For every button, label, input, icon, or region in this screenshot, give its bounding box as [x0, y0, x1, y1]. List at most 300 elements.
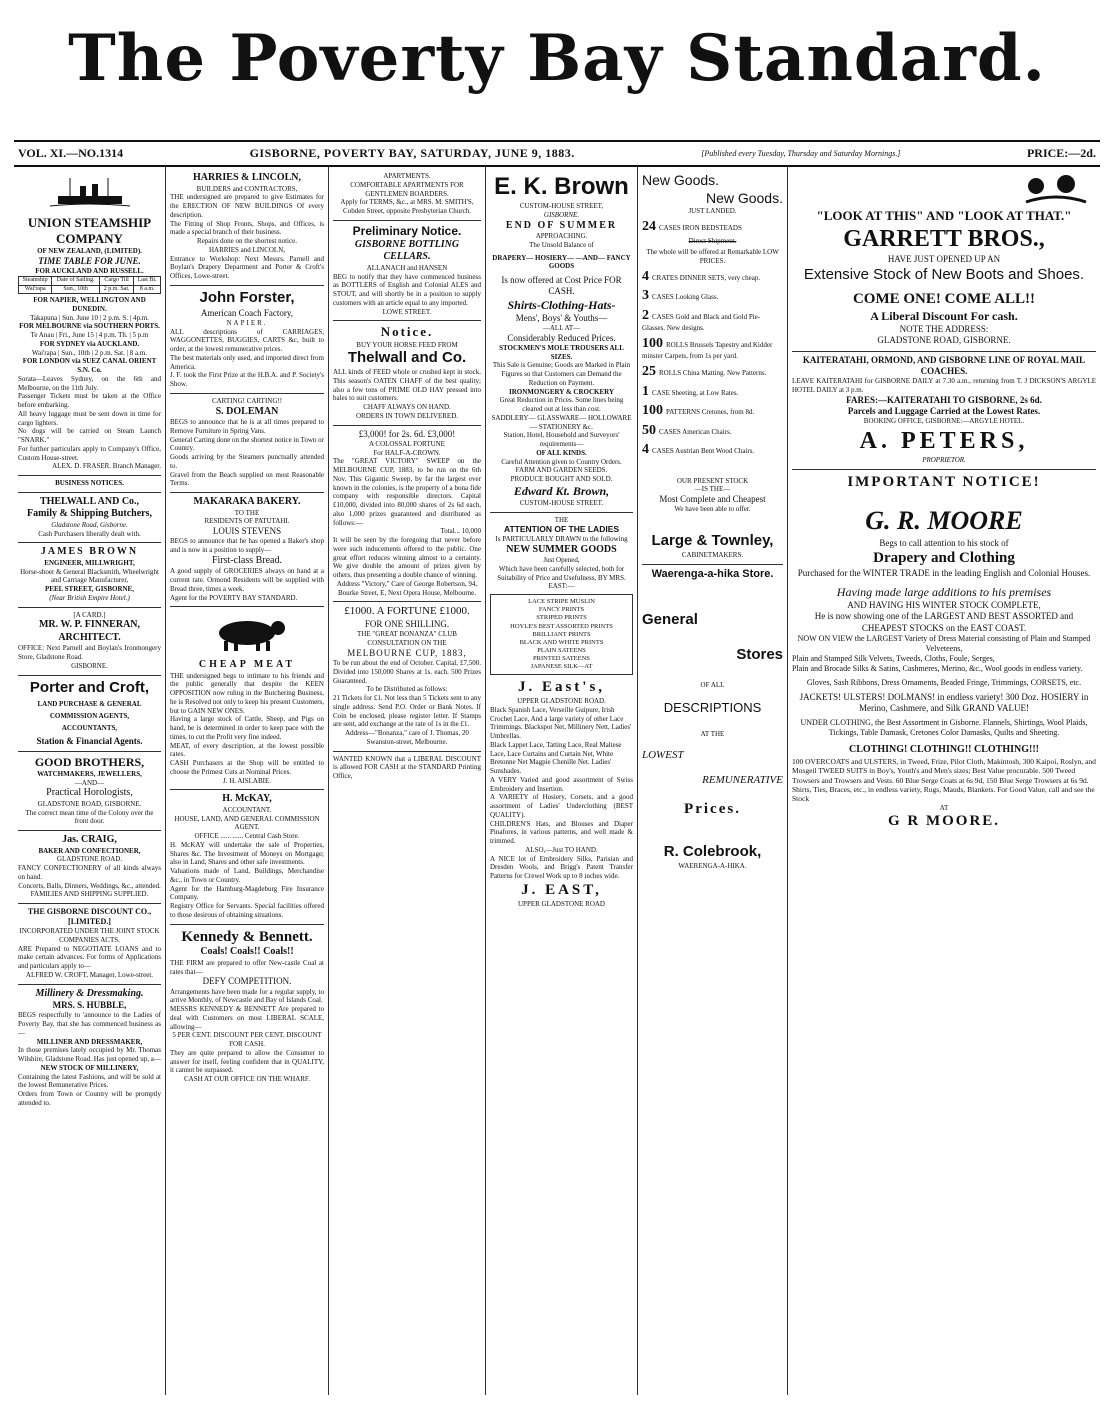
table-cell: Steamship	[19, 277, 52, 286]
ad-sub: ACCOUNTANT.	[222, 805, 272, 814]
ad-text: 5 PER CENT. DISCOUNT PER CENT. DISCOUNT FOR CASH.	[172, 1031, 322, 1048]
ad-text: CASH Purchasers at the Shop will be entitled to choose the Primest Cuts at Nominal Prices.	[170, 759, 324, 776]
ad-label: [A CARD.]	[73, 610, 106, 619]
item-text: CRATES DINNER SETS, very cheap.	[652, 273, 761, 282]
ad-text: NOW ON VIEW the LARGEST Variety of Dress Material consisting of Plain and Stamped Velveteens,	[797, 633, 1091, 653]
ad-sub: Stores	[736, 646, 783, 663]
j-east-ad	[490, 513, 633, 913]
ad-text: HARRIES and LINCOLN,	[208, 245, 286, 254]
ad-text: —IS THE—	[694, 485, 731, 494]
column-4	[486, 167, 638, 1395]
list-item	[642, 441, 783, 459]
ad-text: Shirts-Clothing-Hats-	[507, 297, 616, 312]
ad-title: APARTMENTS.	[383, 172, 431, 180]
ad-text: MELBOURNE CUP, 1883,	[347, 647, 467, 658]
ad-text: APPROACHING.	[535, 232, 588, 240]
ad-text: SADDLERY— GLASSWARE— HOLLOWARE— STATIONERY &c.	[491, 413, 632, 431]
ad-text: —AND—	[74, 778, 105, 787]
column-2	[166, 167, 329, 1395]
ad-text: THE FIRM are prepared to offer New-castle Coal at rates that—	[170, 958, 324, 976]
item-text: CASES American Chairs.	[659, 427, 732, 436]
ad-text: GISBORNE.	[71, 661, 108, 670]
item-number: 50	[642, 422, 656, 438]
table-cell: Wai'rapa	[19, 285, 52, 294]
ad-title: HARRIES & LINCOLN,	[192, 172, 302, 183]
ad-text: AT THE	[700, 729, 725, 738]
ad-text: THE "GREAT BONANZA" CLUB CONSULTATION ON THE	[357, 630, 457, 647]
list-item	[642, 287, 783, 305]
melbourne-row: Te Anau | Fri., June 15 | 4 p.m. Th. | 5 p.m	[30, 331, 149, 339]
ad-text: BUY YOUR HORSE FEED FROM	[356, 340, 458, 349]
column-1	[14, 167, 166, 1395]
passenger-text: Passenger Tickets must be taken at the Office before embarking.	[18, 392, 161, 409]
ad-sub: Coals! Coals!! Coals!!	[200, 946, 294, 958]
ad-text: The best materials only used, and imported direct from America.	[170, 353, 324, 371]
ad-text: AND HAVING HIS WINTER STOCK COMPLETE,	[847, 600, 1041, 610]
ad-address: UPPER GLADSTONE ROAD	[518, 899, 605, 908]
cow-icon	[202, 613, 292, 653]
ad-sub: MRS. S. HUBBLE,	[52, 1000, 127, 1010]
ad-text: In those premises lately occupied by Mr. Thomas Wilshire, Gladstone Road. Has just opened up, a—	[18, 1046, 161, 1063]
item-number: 100	[642, 335, 663, 351]
ad-text: Considerably Reduced Prices.	[507, 332, 616, 343]
ad-text: Valuations made of Land, Buildings, Merchandise &c., in Town or Country.	[170, 867, 324, 884]
apartments-ad	[333, 169, 481, 221]
sydney-row: Wai'rapa | Sun., 10th | 2 p.m. Sat. | 8 a.m.	[31, 348, 148, 357]
ad-title: E. K. Brown	[494, 173, 629, 200]
ad-text: WANTED KNOWN that a LIBERAL DISCOUNT is allowed FOR CASH at the STANDARD Printing Office,	[333, 754, 481, 780]
ad-text: COMFORTABLE APARTMENTS FOR GENTLEMEN BOARDERS.	[350, 180, 464, 198]
ad-text: —ALL AT—	[542, 323, 581, 332]
ad-text: Entrance to Workshop: Next Messrs. Parnell and Boylan's Drapery Department and Porter & Croft's Offices, Lowe-street.	[170, 254, 324, 280]
dogs-text: No dogs will be carried on Steam Launch "SNARK."	[18, 427, 161, 444]
ad-text: NOTE THE ADDRESS:	[899, 324, 989, 334]
harries-lincoln-ad	[170, 169, 324, 286]
ad-text: General Carting done on the shortest notice in Town or Country.	[170, 435, 324, 453]
ad-title: Waerenga-a-hika Store.	[651, 567, 774, 580]
ad-title: GOOD BROTHERS,	[34, 754, 145, 769]
ad-text: Parcels and Luggage Carried at the Lowest Rates.	[847, 405, 1041, 416]
list-item	[642, 402, 783, 420]
timetable-table	[18, 276, 161, 294]
ad-sub: BUILDERS and CONTRACTORS,	[196, 184, 298, 193]
ad-text: DEFY COMPETITION.	[202, 976, 292, 987]
table-cell: 8 a.m.	[134, 285, 161, 294]
item-number: 25	[642, 364, 656, 379]
ad-text: ALL kinds of FEED whole or crushed kept in stock. This season's OATEN CHAFF of the best quality; also a few tons of PRIME OLD HAY pressed into bales to suit customers.	[333, 368, 481, 403]
ad-text: MEAT, of every description, at the lowest possible rates.	[170, 741, 324, 759]
business-notices	[18, 476, 161, 493]
ad-text: OFFICE: Next Parnell and Boylan's Ironmongery Store, Gladstone Road.	[18, 644, 161, 661]
ad-text: Station & Financial Agents.	[36, 735, 143, 746]
ad-title: KAITERATAHI, ORMOND, AND GISBORNE LINE OF ROYAL MAIL COACHES.	[802, 354, 1086, 376]
ad-text: The "GREAT VICTORY" SWEEP on the MELBOURNE CUP, 1883, to be run on the 6th Nov. This Gigantic Sweep, by far the largest ever known in the colonies, is the property of a bona fide company with responsible directors. Capital £10,000, divided into 80,000 shares of 2s 6d each, also 1,000 prizes guaranteed and distributed as follows:—	[333, 457, 481, 527]
kennedy-bennett-ad	[170, 925, 324, 1088]
ad-text: ALFRED W. CROFT, Manager, Lowe-street.	[25, 970, 154, 979]
ad-text: Address—"Bonanza," care of J. Thomas, 20 Swanston-street, Melbourne.	[345, 729, 469, 746]
ad-text: Concerts, Balls, Dinners, Weddings, &c., attended.	[18, 881, 161, 890]
list-item	[642, 363, 783, 381]
ad-text: COME ONE! COME ALL!!	[852, 291, 1036, 308]
ad-sub: A. PETERS,	[859, 427, 1029, 454]
columns	[14, 167, 1100, 1395]
ad-text: BEGS to announce that he has opened a Baker's shop and is now in a position to supply—	[170, 537, 324, 554]
ad-text: He is now showing one of the LARGEST AND BEST ASSORTED and CHEAPEST STOCKS on the EAST COAST.	[814, 611, 1074, 633]
item-number: 4	[642, 268, 649, 284]
ad-text: For HALF-A-CROWN.	[373, 448, 441, 457]
ad-text: BEG to notify that they have commenced business as BOTTLERS of English and Colonial ALES and STOUT, and will shortly be in a position to supply customers with an article equal to any imported.	[333, 272, 481, 307]
ad-text: WATCHMAKERS, JEWELLERS,	[37, 769, 142, 778]
ad-text: A VERY Varied and good assortment of Swiss Embroidery and Insertion.	[490, 775, 633, 793]
list-item: PRINTED SATEENS	[533, 655, 590, 662]
ad-text: Gravel from the Beach supplied on most Reasonable Terms.	[170, 470, 324, 488]
ad-text: ALL descriptions of CARRIAGES, WAGGONETTES, BUGGIES, CARTS &c, built to order, at the lowest remunerative prices.	[170, 327, 324, 353]
item-text: Direct Shipment.	[688, 237, 737, 246]
ad-text: Registry Office for Servants. Special facilities offered to those desirous of obtaining situations.	[170, 902, 324, 919]
ad-text: NAPIER.	[226, 318, 268, 327]
bonanza-ad	[333, 602, 481, 751]
ad-text: CLOTHING! CLOTHING!! CLOTHING!!!	[848, 744, 1039, 756]
list-item: STRIPED PRINTS	[536, 614, 587, 622]
ad-text: BOOKING OFFICE, GISBORNE:—ARGYLE HOTEL.	[863, 417, 1025, 425]
ad-text: 100 OVERCOATS and ULSTERS, in Tweed, Frize, Pilot Cloth, Makintosh, 300 Kaipoi, Roslyn, and Mosgeil TWEED SUITS in Boy's, Youth's and Men's sizes; Best Value procurable. 500 Tweed Trowsers and Trowsers and Vests. 60 Blue Serge Coats at 6s 9d, 150 Blue Serge Trowsers at 6s 9d. Shirts, Ties, Braces, etc., in endless variety, Rugs, Mauds, Blankets. For Good Value, call and see the Stock	[792, 756, 1096, 804]
ad-sub: Family & Shipping Butchers,	[26, 508, 153, 520]
porter-croft-ad	[18, 676, 161, 752]
ad-text: CHAFF ALWAYS ON HAND.	[363, 403, 451, 411]
victory-sweep-ad	[333, 426, 481, 603]
ad-text: Extensive Stock of New Boots and Shoes.	[803, 265, 1085, 283]
ad-text: J. H. AISLABIE.	[222, 776, 272, 785]
union-steamship-ad	[18, 169, 161, 476]
ad-text: CASH AT OUR OFFICE ON THE WHARF.	[183, 1075, 311, 1083]
item-text: PATTERNS Cretones, from 8d.	[666, 408, 755, 416]
ad-title: CARTING! CARTING!!	[211, 396, 283, 405]
hubble-ad	[18, 985, 161, 1112]
list-item: JAPANESE SILK—AT	[530, 663, 593, 671]
ad-text: Cobden Street, opposite Presbyterian Church.	[343, 207, 471, 215]
list-item	[642, 307, 783, 333]
list-item	[642, 383, 783, 401]
ad-address: Gladstone Road, Gisborne.	[51, 520, 128, 529]
union-sub: OF NEW ZEALAND, (LIMITED).	[37, 247, 142, 256]
ad-sub: Large & Townley,	[651, 532, 774, 549]
ad-text: AT	[939, 803, 949, 812]
ad-sub: G. R. MOORE	[865, 506, 1023, 536]
london-text: Sorata—Leaves Sydney, on the 6th and Melbourne, on the 11th July.	[18, 374, 161, 392]
list-item	[642, 268, 783, 286]
item-text: CASES Austrian Bent Wood Chairs.	[652, 447, 755, 455]
ad-sub: END OF SUMMER	[505, 219, 618, 231]
ad-text: UNDER CLOTHING, the Best Assortment in Gisborne. Flannels, Shirtings, Wool Plaids, Tickings, Table Damask, Cretones Color Damasks, Quilts and Sheeting.	[800, 718, 1088, 738]
finneran-ad	[18, 608, 161, 676]
ad-address: GLADSTONE ROAD, GISBORNE.	[877, 335, 1011, 346]
ad-sub: J. EAST,	[521, 881, 602, 898]
item-text: ROLLS China Matting. New Patterns.	[659, 369, 767, 377]
ad-text: Gloves, Sash Ribbons, Dress Ornaments, Beaded Fringe, Trimmings, CORSETS, etc.	[806, 677, 1082, 687]
ad-text: CHILDREN'S Hats, and Blouses and Diaper Pinafores, in various patterns, and well made & trimmed.	[490, 819, 633, 845]
ad-title: Notice.	[380, 324, 434, 340]
ad-text: HOUSE, LAND, AND GENERAL COMMISSION AGENT.	[174, 814, 320, 832]
ad-text: Cash Purchasers liberally dealt with.	[38, 529, 141, 538]
luggage-text: All heavy luggage must be sent down in time for cargo lighters.	[18, 409, 161, 427]
ad-text: The correct mean time of the Colony over the front door.	[25, 808, 154, 826]
agent-name: ALEX. D. FRASER. Branch Manager.	[52, 462, 161, 471]
ad-text: Orders from Town or Country will be promptly attended to.	[18, 1090, 161, 1107]
item-number: 100	[642, 403, 663, 418]
ad-text: J. F. took the First Prize at the H.B.A. and P. Society's Show.	[170, 371, 324, 388]
cheap-meat-ad	[170, 607, 324, 790]
doleman-ad	[170, 394, 324, 493]
ad-text: ALSO,—Just TO HAND.	[525, 845, 598, 854]
ad-text: Mens', Boys' & Youths—	[515, 312, 608, 323]
ad-title: THELWALL AND Co.,	[39, 495, 140, 507]
ad-sub: NEW SUMMER GOODS	[506, 543, 617, 555]
ad-text: THE undersigned begs to intimate to his friends and the public generally that despite the KEEN OPPOSITION now ruling in the Butchering Business, he is Resolved not only to keep his present Customers, but to GAIN NEW ONES.	[170, 671, 324, 715]
for-napier: FOR NAPIER, WELLINGTON AND DUNEDIN.	[33, 296, 146, 313]
dateline	[14, 140, 1100, 167]
section-heading: BUSINESS NOTICES.	[55, 479, 124, 487]
ad-text: THE undersigned are prepared to give Estimates for the ERECTION OF NEW BUILDINGS Of every description.	[170, 193, 324, 219]
ad-text: Agent for the POVERTY BAY STANDARD.	[170, 593, 298, 602]
ad-text: OF ALL KINDS.	[536, 448, 587, 457]
ad-text: OUR PRESENT STOCK	[676, 476, 749, 485]
ad-text: JACKETS! ULSTERS! DOLMANS! in endless variety! 300 Doz. HOSIERY in Merino, Cashmere, and Silk GRAND VALUE!	[799, 691, 1089, 713]
item-text: CASES Gold and Black and Gold Pie-Glasses. New designs.	[642, 312, 761, 332]
ad-text: Arrangements have been made for a regular supply, to arrive Monthly, of Newcastle and Bay of Islands Coal.	[170, 987, 324, 1005]
column-6	[788, 167, 1100, 1395]
ad-text: JUST LANDED.	[688, 207, 737, 215]
item-number: 24	[642, 218, 656, 234]
ad-title: "LOOK AT THIS" AND "LOOK AT THAT."	[816, 208, 1072, 223]
list-item	[642, 335, 783, 361]
goods-list	[490, 594, 633, 675]
ad-text: Apply for TERMS, &c., at MRS. M. SMITH'S,	[340, 198, 474, 207]
list-item: LACE STRIPE MUSLIN	[528, 598, 595, 606]
ad-text: TO THE	[234, 508, 260, 517]
for-sydney: FOR SYDNEY via AUCKLAND.	[39, 339, 140, 348]
ad-title: THE GISBORNE DISCOUNT CO., [LIMITED.]	[27, 907, 152, 926]
ad-text: FARM AND GARDEN SEEDS.	[515, 466, 608, 475]
list-item: PLAIN SATEENS	[537, 646, 586, 654]
ad-text: Goods arriving by the Steamers punctually attended to.	[170, 453, 324, 470]
ad-title: New Goods.	[642, 172, 720, 188]
ad-text: DESCRIPTIONS	[663, 699, 762, 715]
ad-sub: FOR ONE SHILLING.	[364, 619, 450, 629]
moore-ad	[792, 470, 1096, 836]
ad-sub: R. Colebrook,	[663, 842, 762, 860]
item-text: ROLLS Brussels Tapestry and Kidder minster Carpets, from 1s per yard.	[642, 340, 773, 361]
ad-text: THE	[554, 515, 569, 524]
ad-title: £1000. A FORTUNE £1000.	[344, 605, 470, 618]
table-cell: Last Bt.	[134, 277, 161, 286]
volume-number: VOL. XI.—NO.1314	[18, 146, 124, 160]
ad-text: They are quite prepared to allow the Consumer to answer for itself, feeling confident that in QUALITY, it cannot be surpassed.	[170, 1048, 324, 1075]
ad-title: New Goods.	[705, 189, 783, 206]
ad-text: PROPRIETOR.	[922, 455, 966, 464]
table-cell: Date of Sailing.	[52, 277, 100, 286]
table-cell: Cargo Till	[99, 277, 133, 286]
ad-text: Total... 10,000	[440, 527, 481, 536]
item-number: 2	[642, 307, 649, 323]
item-text: CASES Looking Glass.	[652, 293, 719, 301]
ad-text: REMUNERATIVE	[702, 774, 783, 787]
item-number: 1	[642, 383, 649, 399]
ad-sub: American Coach Factory,	[200, 307, 294, 318]
ad-title: IMPORTANT NOTICE!	[847, 473, 1041, 490]
list-item: BLACK AND WHITE PRINTS	[519, 638, 604, 646]
ek-brown-ad	[490, 169, 633, 513]
ad-text: H. McKAY will undertake the sale of Properties, Shares &c. The Investment of Moneys on Mortgage; also in Land, Shares and other safe investments.	[170, 840, 324, 867]
ad-text: Drapery and Clothing	[873, 550, 1015, 566]
ad-text: Practical Horologists,	[46, 787, 133, 799]
ad-text: The Unsold Balance of	[529, 240, 594, 249]
garrett-bros-ad	[792, 169, 1096, 352]
ad-text: LOWEST	[642, 748, 684, 761]
ad-text: BEGS respectfully to 'announce to the Ladies of Poverty Bay, that she has commenced business as—	[18, 1011, 161, 1037]
ad-title: Porter and Croft,	[29, 678, 150, 696]
bottling-ad	[333, 221, 481, 322]
ad-text: WAERENGA-A-HIKA.	[678, 861, 747, 870]
list-item	[642, 248, 783, 266]
ad-text: CABINETMAKERS.	[681, 550, 744, 559]
ad-text: MILLINER AND DRESSMAKER,	[36, 1037, 143, 1046]
horse-feed-ad	[333, 321, 481, 425]
ad-text: Black Spanish Lace, Verseille Guipure, Irish Crochet Lace, And a large variety of other Lace Trimmings. Blackspot Net, Millinery Nett, Ladies' Umbrellas.	[490, 705, 632, 740]
ad-text: GLADSTONE ROAD.	[56, 855, 123, 864]
table-cell: 2 p.m. Sat.	[99, 285, 133, 294]
ad-text: Having made large additions to his premises	[836, 585, 1052, 599]
ad-sub: S. DOLEMAN	[215, 405, 279, 417]
ad-text: A Liberal Discount For cash.	[870, 309, 1018, 323]
column-3	[329, 167, 486, 1395]
ad-title: CHEAP MEAT	[198, 659, 296, 670]
ad-text: To be run about the end of October. Capital, £7,500. Divided into 150,000 Shares at 1s. each. 500 Prizes Guaranteed.	[333, 659, 481, 685]
coaches-ad	[792, 352, 1096, 470]
ad-text: BAKER AND CONFECTIONER,	[38, 846, 141, 855]
ad-title: Jas. CRAIG,	[62, 834, 117, 845]
good-brothers-ad	[18, 752, 161, 831]
item-number: 3	[642, 288, 649, 303]
ad-title: John Forster,	[199, 288, 295, 306]
list-item	[642, 237, 783, 246]
forster-ad	[170, 286, 324, 394]
ad-sub: J. East's,	[517, 679, 606, 696]
ad-text: We have been able to offer.	[674, 505, 751, 514]
makaraka-ad	[170, 493, 324, 607]
ad-sub: A COLOSSAL FORTUNE	[369, 439, 445, 448]
list-item: FANCY PRINTS	[538, 606, 585, 614]
ad-text: A VARIETY of Hosiery, Corsets, and a good assortment of Ladies' Underclothing (BEST QUALITY).	[490, 793, 633, 819]
ad-title: Kennedy & Bennett.	[181, 928, 313, 945]
cherub-icon	[1016, 172, 1096, 208]
ad-text: Address "Victory," Care of George Robertson, 94, Bourke Street, E, Next Opera House, Melbourne.	[336, 579, 478, 597]
ad-text: ACCOUNTANTS,	[61, 723, 118, 732]
ad-text: Begs to call attention to his stock of	[879, 537, 1009, 548]
ad-text: Having a large stock of Cattle, Sheep, and Pigs on hand, he is determined in order to keep pace with the times, to cut the Profit very fine indeed.	[170, 715, 324, 741]
newspaper-title: The Poverty Bay Standard.	[68, 21, 1046, 96]
ad-title: Millinery & Dressmaking.	[35, 987, 144, 999]
further-text: For further particulars apply to Company's Office, Custom House-street.	[18, 444, 161, 462]
ad-sub: Prices.	[684, 801, 741, 817]
ad-text: Is now offered at Cost Price FOR CASH.	[501, 275, 622, 297]
ad-text: DRAPERY— HOSIERY— —AND— FANCY GOODS	[492, 253, 631, 271]
ad-text: Which have been carefully selected, both for Suitability of Price and Usefulness, BY MRS. EAST:—	[497, 564, 626, 591]
ad-text: GISBORNE.	[543, 210, 580, 219]
ad-sub: GARRETT BROS.,	[843, 226, 1045, 253]
list-item	[642, 422, 783, 440]
ad-text: (Near British Empire Hotel.)	[49, 593, 130, 602]
price: PRICE:—2d.	[1026, 146, 1096, 160]
ad-text: Is PARTICULARLY DRAWN to the following	[495, 534, 628, 543]
ad-text: Purchased for the WINTER TRADE in the leading English and Colonial Houses.	[797, 567, 1091, 578]
ad-text: Containing the latest Fashions, and will be sold at the lowest Remunerative Prices.	[18, 1072, 161, 1090]
ad-text: To be Distributed as follows:	[366, 685, 448, 694]
ad-text: A good supply of GROCERIES always on hand at a current rate. Ormond Residents will be supplied with Bread three, times a week.	[170, 567, 324, 593]
ad-title: H. McKAY,	[222, 793, 272, 805]
item-text: CASE Sheeting, at Low Rates.	[652, 388, 739, 397]
ad-address: GLADSTONE ROAD, GISBORNE.	[37, 799, 142, 808]
ad-signature: Edward Kt. Brown,	[513, 483, 610, 498]
ad-text: Black Lappet Lace, Tatting Lace, Real Maltese Lace, Lace Curtains and Curtain Net, White Bretonne Net Magpie Chenille Net. Ladies' Sunshades.	[490, 740, 622, 775]
ad-text: Most Complete and Cheapest	[659, 494, 766, 504]
ad-text: Agent for the Hamburg-Magdeburg Fire Insurance Company.	[170, 884, 324, 902]
place-date: GISBORNE, POVERTY BAY, SATURDAY, JUNE 9, 1883.	[249, 146, 575, 160]
mckay-ad	[170, 790, 324, 924]
table-cell: Sun., 10th	[52, 285, 100, 294]
ad-text: IRONMONGERY & CROCKERY	[508, 387, 615, 396]
ad-text: LAND PURCHASE & GENERAL	[37, 700, 142, 709]
ad-text: ARE Prepared to NEGOTIATE LOANS and to make certain advances. For forms of Applications and particulars apply to—	[18, 944, 161, 970]
ad-sub: GISBORNE BOTTLING CELLARS.	[354, 238, 460, 263]
ad-sub: ENGINEER, MILLWRIGHT,	[44, 558, 135, 567]
ad-text: HAVE JUST OPENED UP AN	[887, 254, 1001, 265]
item-number: 4	[642, 442, 649, 457]
colebrook-ad	[642, 565, 783, 875]
ad-text: ORDERS IN TOWN DELIVERED.	[355, 411, 458, 420]
ad-sub: Thelwall and Co.	[347, 349, 467, 367]
ad-text: LOWE STREET.	[382, 307, 432, 316]
craig-ad	[18, 831, 161, 904]
napier-row: Takapuna | Sun. June 10 | 2 p.m. S. | 4p.m.	[30, 313, 149, 322]
ad-text: Station, Hotel, Household and Surveyors' requirements—	[503, 431, 620, 448]
ad-text: Repairs done on the shortest notice.	[197, 237, 297, 245]
ad-sub: LOUIS STEVENS	[212, 526, 282, 536]
new-goods-ad	[642, 169, 783, 565]
ad-text: This Sale is Genuine; Goods are Marked in Plain Figures so that Customers can Demand the Reduction on Payment.	[492, 361, 631, 387]
list-item: HOYLE'S BEST ASSORTED PRINTS	[510, 622, 613, 630]
ad-text: NEW STOCK OF MILLINERY,	[40, 1063, 139, 1072]
ad-text: FARES:—KAITERATAHI TO GISBORNE, 2s 6d.	[846, 394, 1042, 405]
discount-co-ad	[18, 904, 161, 985]
list-item	[642, 218, 783, 236]
ad-title: Preliminary Notice.	[352, 223, 462, 238]
ad-text: COMMISSION AGENTS,	[49, 712, 130, 720]
ad-text: Great Reduction in Prices. Some lines being cleared out at less than cost.	[499, 396, 624, 413]
ad-text: INCORPORATED UNDER THE JOINT STOCK COMPANIES ACTS.	[19, 927, 160, 944]
ad-address: CUSTOM-HOUSE STREET,	[519, 202, 604, 210]
ad-text: PRODUCE BOUGHT AND SOLD.	[510, 475, 613, 483]
ad-text: First-class Bread.	[212, 554, 282, 566]
ad-text: Just Opened,	[543, 556, 580, 565]
thelwall-ad	[18, 493, 161, 544]
ad-text: Horse-shoer & General Blacksmith, Wheelwright and Carriage Manufacturer,	[20, 567, 159, 585]
for-london: FOR LONDON via SUEZ CANAL ORIENT S.N. Co.	[22, 357, 157, 374]
ad-text: MESSRS KENNEDY & BENNETT Are prepared to deal with Customers on most LIBERAL SCALE, allowing—	[170, 1005, 324, 1031]
ad-text: FAMILIES AND SHIPPING SUPPLIED.	[30, 890, 149, 899]
ad-text: It will be seen by the foregoing that never before were such inducements offered to the public. One great effort reduces winning almost to a certainty. We give double the amount of prizes given by others, thus presenting a double chance of winning.	[333, 536, 481, 579]
ad-text: Plain and Brocade Silks & Satins, Cashmeres, Merino, &c., Wool goods in endless variety.	[792, 663, 1083, 673]
for-melbourne: FOR MELBOURNE via SOUTHERN PORTS.	[19, 322, 160, 331]
